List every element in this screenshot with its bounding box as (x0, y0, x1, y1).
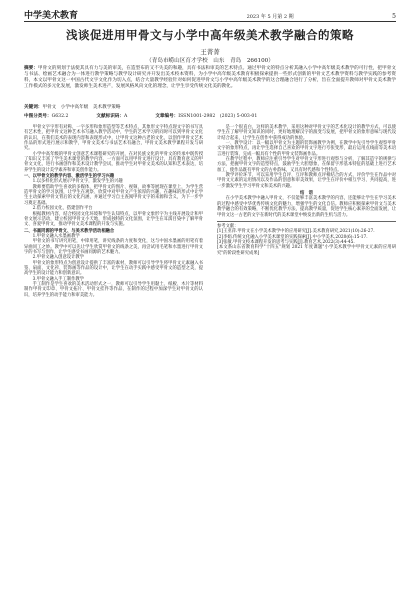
body-paragraph: 甲骨文的书写讲究用笔，中锋用笔，讲究线条的力度和变化，这与中国水墨画的用笔有着异曲同工之妙。教学中可以先让学生欣赏甲骨文的线条之美，再尝试用毛笔和水墨进行甲骨文字的书写与创作，让学生感受书画同源的艺术魅力。 (24, 239, 203, 255)
body-paragraph: 一、教学设计：以一幅以甲骨文为主题的装饰画教学为例，在教学中先引导学生观察甲骨文字的象形特点，再让学生选择自己喜欢的甲骨文字进行夸张变形，最后运用点线面等美术语言进行装饰，完成一幅具有个性的甲骨文装饰画作品。 (217, 141, 396, 157)
doc-code (96, 113, 127, 119)
author-name: 王菁菁 (200, 48, 220, 56)
section-heading: 一、以甲骨文的教学内容、激活学生的学习兴趣 (24, 174, 115, 180)
keywords (24, 104, 396, 110)
reference-line: [本文系山东省教育科学"十四五"规划 2021 年度课题"小学美术教学中甲骨文元素的应用研究"的阶段性研究成果] (217, 245, 396, 256)
reference-line: [3]张敏.甲骨文校本课程开发的思考与实践[J].教育艺术,2022(3):44-45. (217, 239, 355, 245)
doc-code-value: A (123, 114, 128, 119)
running-header (24, 8, 396, 20)
abstract-text: 甲骨文的刻划于法使其具有力与美的审美，在造型布的又不失美的和趣，具有书法和审美的艺术特点。通过甲骨文的特点分析其融入小学中高年级美术教学的可行性，把甲骨文与书法、绘画艺术融合为一体进行教学策略与教学设计研究并开发出美术校本资料，为小学中高年级美术教育积极探索提供一些形式创新的甲骨文艺术教学资料与教学实践的参考资料，本文以甲骨文这一中国古代文字文化作为切入点，结合大量教学经验针对如何促进甲骨文与小学中高年级美术教学的这合理融合进行了分析，旨在全面提升教师对甲骨文美术教学工作模式的多元化发展，激发师生美术进产，发展风格风向文化的理念，让学生享受传统文化美的教化。 (24, 66, 396, 89)
clc-value: G632.2 (51, 114, 69, 119)
clc-number (24, 113, 68, 119)
section-heading: 结 语 (300, 191, 313, 197)
body-paragraph: 3.甲骨文融入手工制作教学 (32, 276, 84, 282)
body-paragraph: 2.借力校园文化，搭建创作平台 (32, 206, 93, 212)
body-paragraph: 1.以多样化形式展示甲骨文字，激发学生的兴趣 (32, 179, 123, 185)
keywords-text: 甲骨文 小学中高年级 美术教学策略 (42, 105, 121, 110)
author-affiliation: （青岛市崂山区育才学校 山东 青岛 266100） (146, 58, 274, 64)
right-column (217, 125, 396, 256)
body-paragraph: 是一个很直白，这样的美术教学、采用这种对甲骨文字的艺术化设计的教学方式，可以使学生在了解甲骨文知识的同时，更好地理解汉字的演变与发展，把甲骨文的象形意味与现代设计结合起来，让学生在创作中获得成功的体验。 (217, 125, 396, 141)
keywords-label: 关键词： (24, 105, 43, 110)
body-paragraph: 教学评价环节，可以采用学生自评、互评和教师点评相结合的方式，评价学生在作品中对甲骨文元素的运用情况以及作品的创意和审美效果，让学生在评价中相互学习、共同提高，进一步激发学生学习甲骨文和美术的兴趣。 (217, 173, 396, 189)
abstract-label: 摘要： (24, 66, 38, 71)
doc-code-label: 文献标识码： (96, 114, 124, 119)
article-number-value: ISSN1001-2982 (2023) 5-003-01 (178, 114, 258, 119)
body-paragraph: 甲骨文的象形特点为创意设计提供了丰富的素材，教师可以引导学生将甲骨文元素融入书签、扇面、文化衫、装饰画等作品的设计中，让学生在动手实践中感受甲骨文的造型之美，提高学生的设计能力和创新意识。 (24, 260, 203, 277)
article-number-label: 文章编号： (155, 114, 179, 119)
body-paragraph: 根据教材内容，结合校园文化环境和学生认知特点，以甲骨文象形字为主线开展设计和甲骨文展示活动，建立校园甲骨文小天地，形成独特的文化氛围，让学生在耳濡目染中了解甲骨文、喜爱甲骨文，推动甲骨文美术课程的开发与实施。 (24, 211, 203, 228)
clc-label: 中图分类号： (24, 114, 52, 119)
journal-name: 中学美术教育 (24, 11, 79, 21)
abstract (24, 66, 396, 90)
body-paragraph: 教师要借助学生喜欢的多媒体，把甲骨文的图片、视频、故事等展现在课堂上，为学生营造甲骨文的学习氛围，让学生在观察、欣赏中对甲骨文产生浓厚的兴趣，在趣味的形式中让学生主动探索甲骨文背后的文化内涵，并通过学习自主查阅甲骨文字的来源和含义，为下一步学习奠定基础。 (24, 184, 203, 206)
body-paragraph: 手工制作是学生喜欢的美术活动形式之一，教师可以引导学生用黏土、纸板、木片等材料制作甲骨文印章、甲骨文拓片、甲骨文挂件等作品，在制作的过程中加深学生对甲骨文的认识，培养学生的动手能力和审美能力。 (24, 281, 203, 298)
left-column (24, 125, 203, 298)
page-number: 5 (392, 13, 396, 20)
section-heading: 二、书画同源的甲骨文、与美术教学活动相融合 (24, 228, 115, 234)
reference-line: [1]王亚萍.甲骨文在小学美术教学中的应用研究[J].美术教育研究,2021(10):26-27. (217, 229, 375, 235)
classification-line (24, 113, 396, 119)
article-title: 浅谈促进用甲骨文与小学中高年级美术教学融合的策略 (66, 28, 354, 42)
body-paragraph: 1.甲骨文融入水墨画教学 (32, 233, 80, 239)
references-rule (217, 221, 396, 222)
body-paragraph: 小学中高年级的甲骨文创意艺术课程研究的开展，在对民族文化的甲骨文的传承中既传授了知识又丰富了学生美术课堂的教学内容，一方面可以用甲骨文进行设计，具有教育意义的甲骨文文化，进行书画创作和美术设计教学尝试，推动学生对甲骨文美术的认知和艺术表达，培养学生的设计美学素养和审美创作能力。 (24, 151, 203, 173)
article-number (155, 113, 257, 119)
body-paragraph: 2.甲骨文融入创意设计教学 (32, 255, 84, 261)
reference-line: [2]李娟.传统文化融入小学美术课堂的实践探索[J].中小学美术,2020(6):15-17. (217, 234, 368, 240)
body-paragraph: 甲骨文字字形有对称、一字多形和象形造型等艺术特点，其象形文字特点现文字的书写具有艺术性，把甲骨文这种艺术书写融入教学活动中，学生的艺术学习的同时可以到甲骨文文化的认识，在我们美术的表现内容和表现形式中，让甲骨文这种古老的文化，以创作甲骨文艺术作品的形式进行展示和教学，甲骨文美术与书法艺术有融合，甲骨文美术教学课程开发与研究。 (24, 125, 203, 152)
body-paragraph: 在小学美术教学中融入甲骨文，不仅能够丰富美术教学的内容，还能够让学生在学习美术的过程中感受中华优秀传统文化的魅力，增强学生的文化自信。教师应积极探索甲骨文与美术教学融合的有效策略，不断优化教学方法，提高教学质量，促进学生核心素养的全面发展，让甲骨文这一古老的文字在新时代的美术课堂中焕发出新的生机与活力。 (217, 196, 396, 218)
reference-line: 参考文献： (217, 223, 239, 229)
issue-info: 2023 年 5 月第 2 期 (246, 14, 294, 20)
body-paragraph: 在教学过程中，教师应注重引导学生对甲骨文字形进行观察与分析，了解其造字的规律与方法，把握甲骨文字的造型特点，鼓励学生大胆想象，在保留字形基本特征的基础上进行艺术加工，使作品既有甲骨文的古朴韵味，又具有时代感和个性特点。 (217, 157, 396, 173)
header-rule (24, 21, 396, 22)
